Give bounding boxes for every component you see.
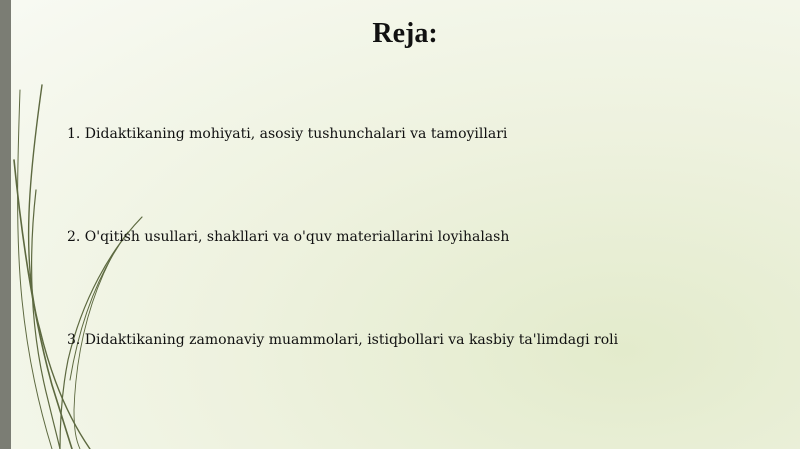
plan-item-2: 2. O'qitish usullari, shakllari va o'quv materiallarini loyihalash (67, 229, 510, 245)
plan-item-1: 1. Didaktikaning mohiyati, asosiy tushunchalari va tamoyillari (67, 126, 508, 142)
slide-title: Reja: (372, 18, 438, 49)
grass-stroke (32, 190, 60, 449)
plan-item-3: 3. Didaktikaning zamonaviy muammolari, istiqbollari va kasbiy ta'limdagi roli (67, 332, 619, 348)
grass-stroke (74, 260, 110, 449)
